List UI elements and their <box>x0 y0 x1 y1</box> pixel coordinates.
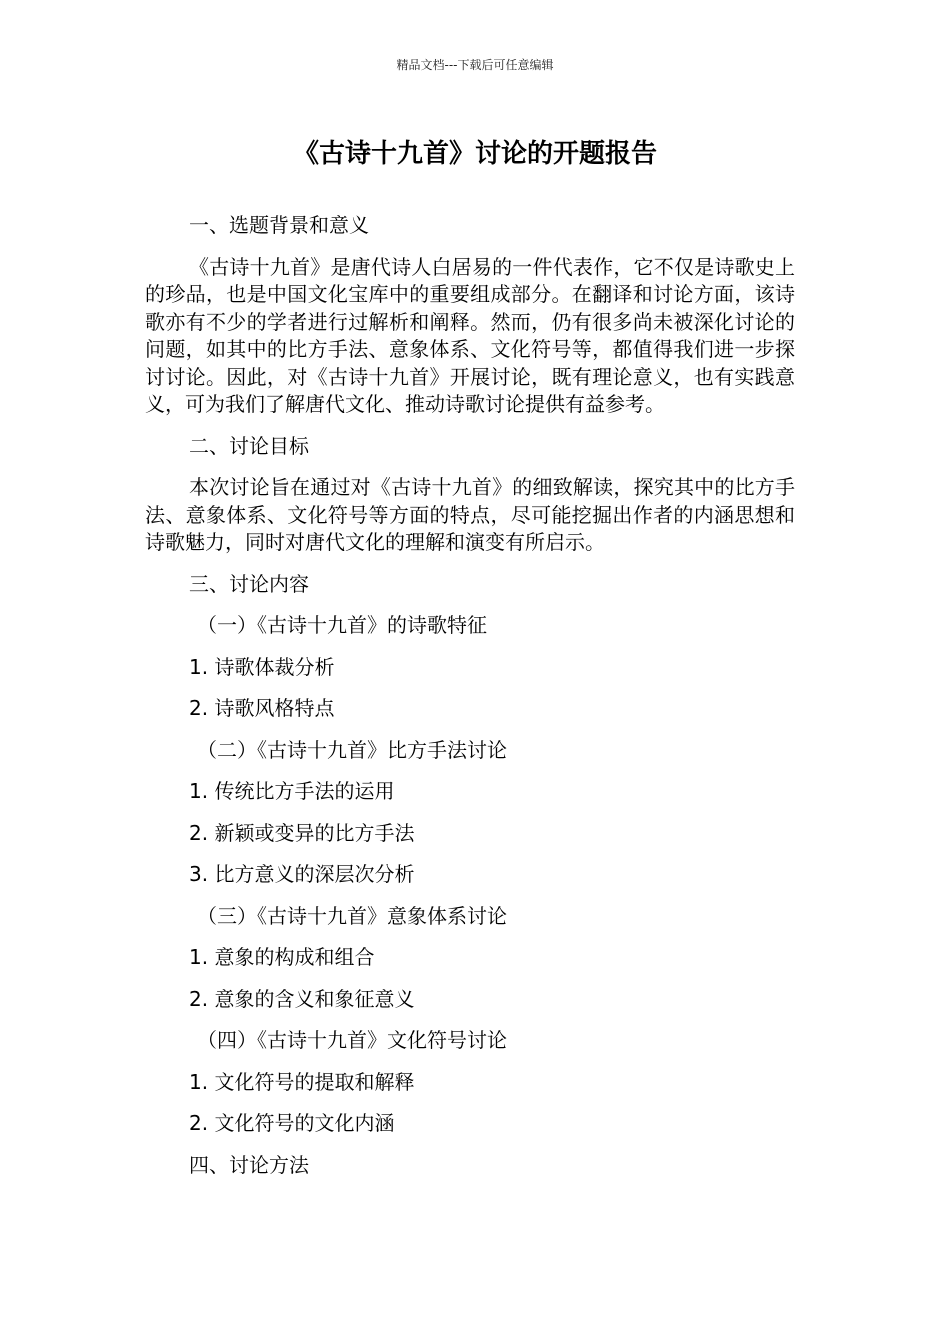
list-item: 2. 诗歌风格特点 <box>189 696 335 720</box>
list-item: 3. 比方意义的深层次分析 <box>189 862 415 886</box>
list-item: 2. 文化符号的文化内涵 <box>189 1111 395 1135</box>
document-body <box>145 212 795 1193</box>
subsection-heading-features: （一）《古诗十九首》的诗歌特征 <box>197 613 487 637</box>
header-note: 精品文档---下载后可任意编辑 <box>396 58 554 72</box>
subsection-heading-imagery: （三）《古诗十九首》意象体系讨论 <box>197 903 507 928</box>
list-item: 1. 传统比方手法的运用 <box>189 779 395 803</box>
paragraph-goals: 本次讨论旨在通过对《古诗十九首》的细致解读，探究其中的比方手法、意象体系、文化符号等方面的特点，尽可能挖掘出作者的内涵思想和诗歌魅力，同时对唐代文化的理解和演变有所启示。 <box>145 475 795 554</box>
list-item: 2. 意象的含义和象征意义 <box>189 986 415 1011</box>
subsection-heading-symbols: （四）《古诗十九首》文化符号讨论 <box>197 1028 507 1052</box>
list-item: 2. 新颖或变异的比方手法 <box>189 820 415 845</box>
subsection-heading-metaphor: （二）《古诗十九首》比方手法讨论 <box>197 737 507 762</box>
section-heading-background: 一、选题背景和意义 <box>189 213 369 237</box>
paragraph-background: 《古诗十九首》是唐代诗人白居易的一件代表作，它不仅是诗歌史上的珍品，也是中国文化宝库中的重要组成部分。在翻译和讨论方面，该诗歌亦有不少的学者进行过解析和阐释。然而，仍有很多尚未被深化讨论的问题，如其中的比方手法、意象体系、文化符号等，都值得我们进一步探讨讨论。因此，对《古诗十九首》开展讨论，既有理论意义，也有实践意义，可为我们了解唐代文化、推动诗歌讨论提供有益参考。 <box>145 254 795 416</box>
list-item: 1. 文化符号的提取和解释 <box>189 1069 415 1094</box>
document-title: 《古诗十九首》讨论的开题报告 <box>292 139 657 169</box>
section-heading-goals: 二、讨论目标 <box>189 433 309 458</box>
list-item: 1. 意象的构成和组合 <box>189 945 375 969</box>
section-heading-methods: 四、讨论方法 <box>189 1152 309 1177</box>
section-heading-content: 三、讨论内容 <box>189 571 309 596</box>
list-item: 1. 诗歌体裁分析 <box>189 654 335 679</box>
